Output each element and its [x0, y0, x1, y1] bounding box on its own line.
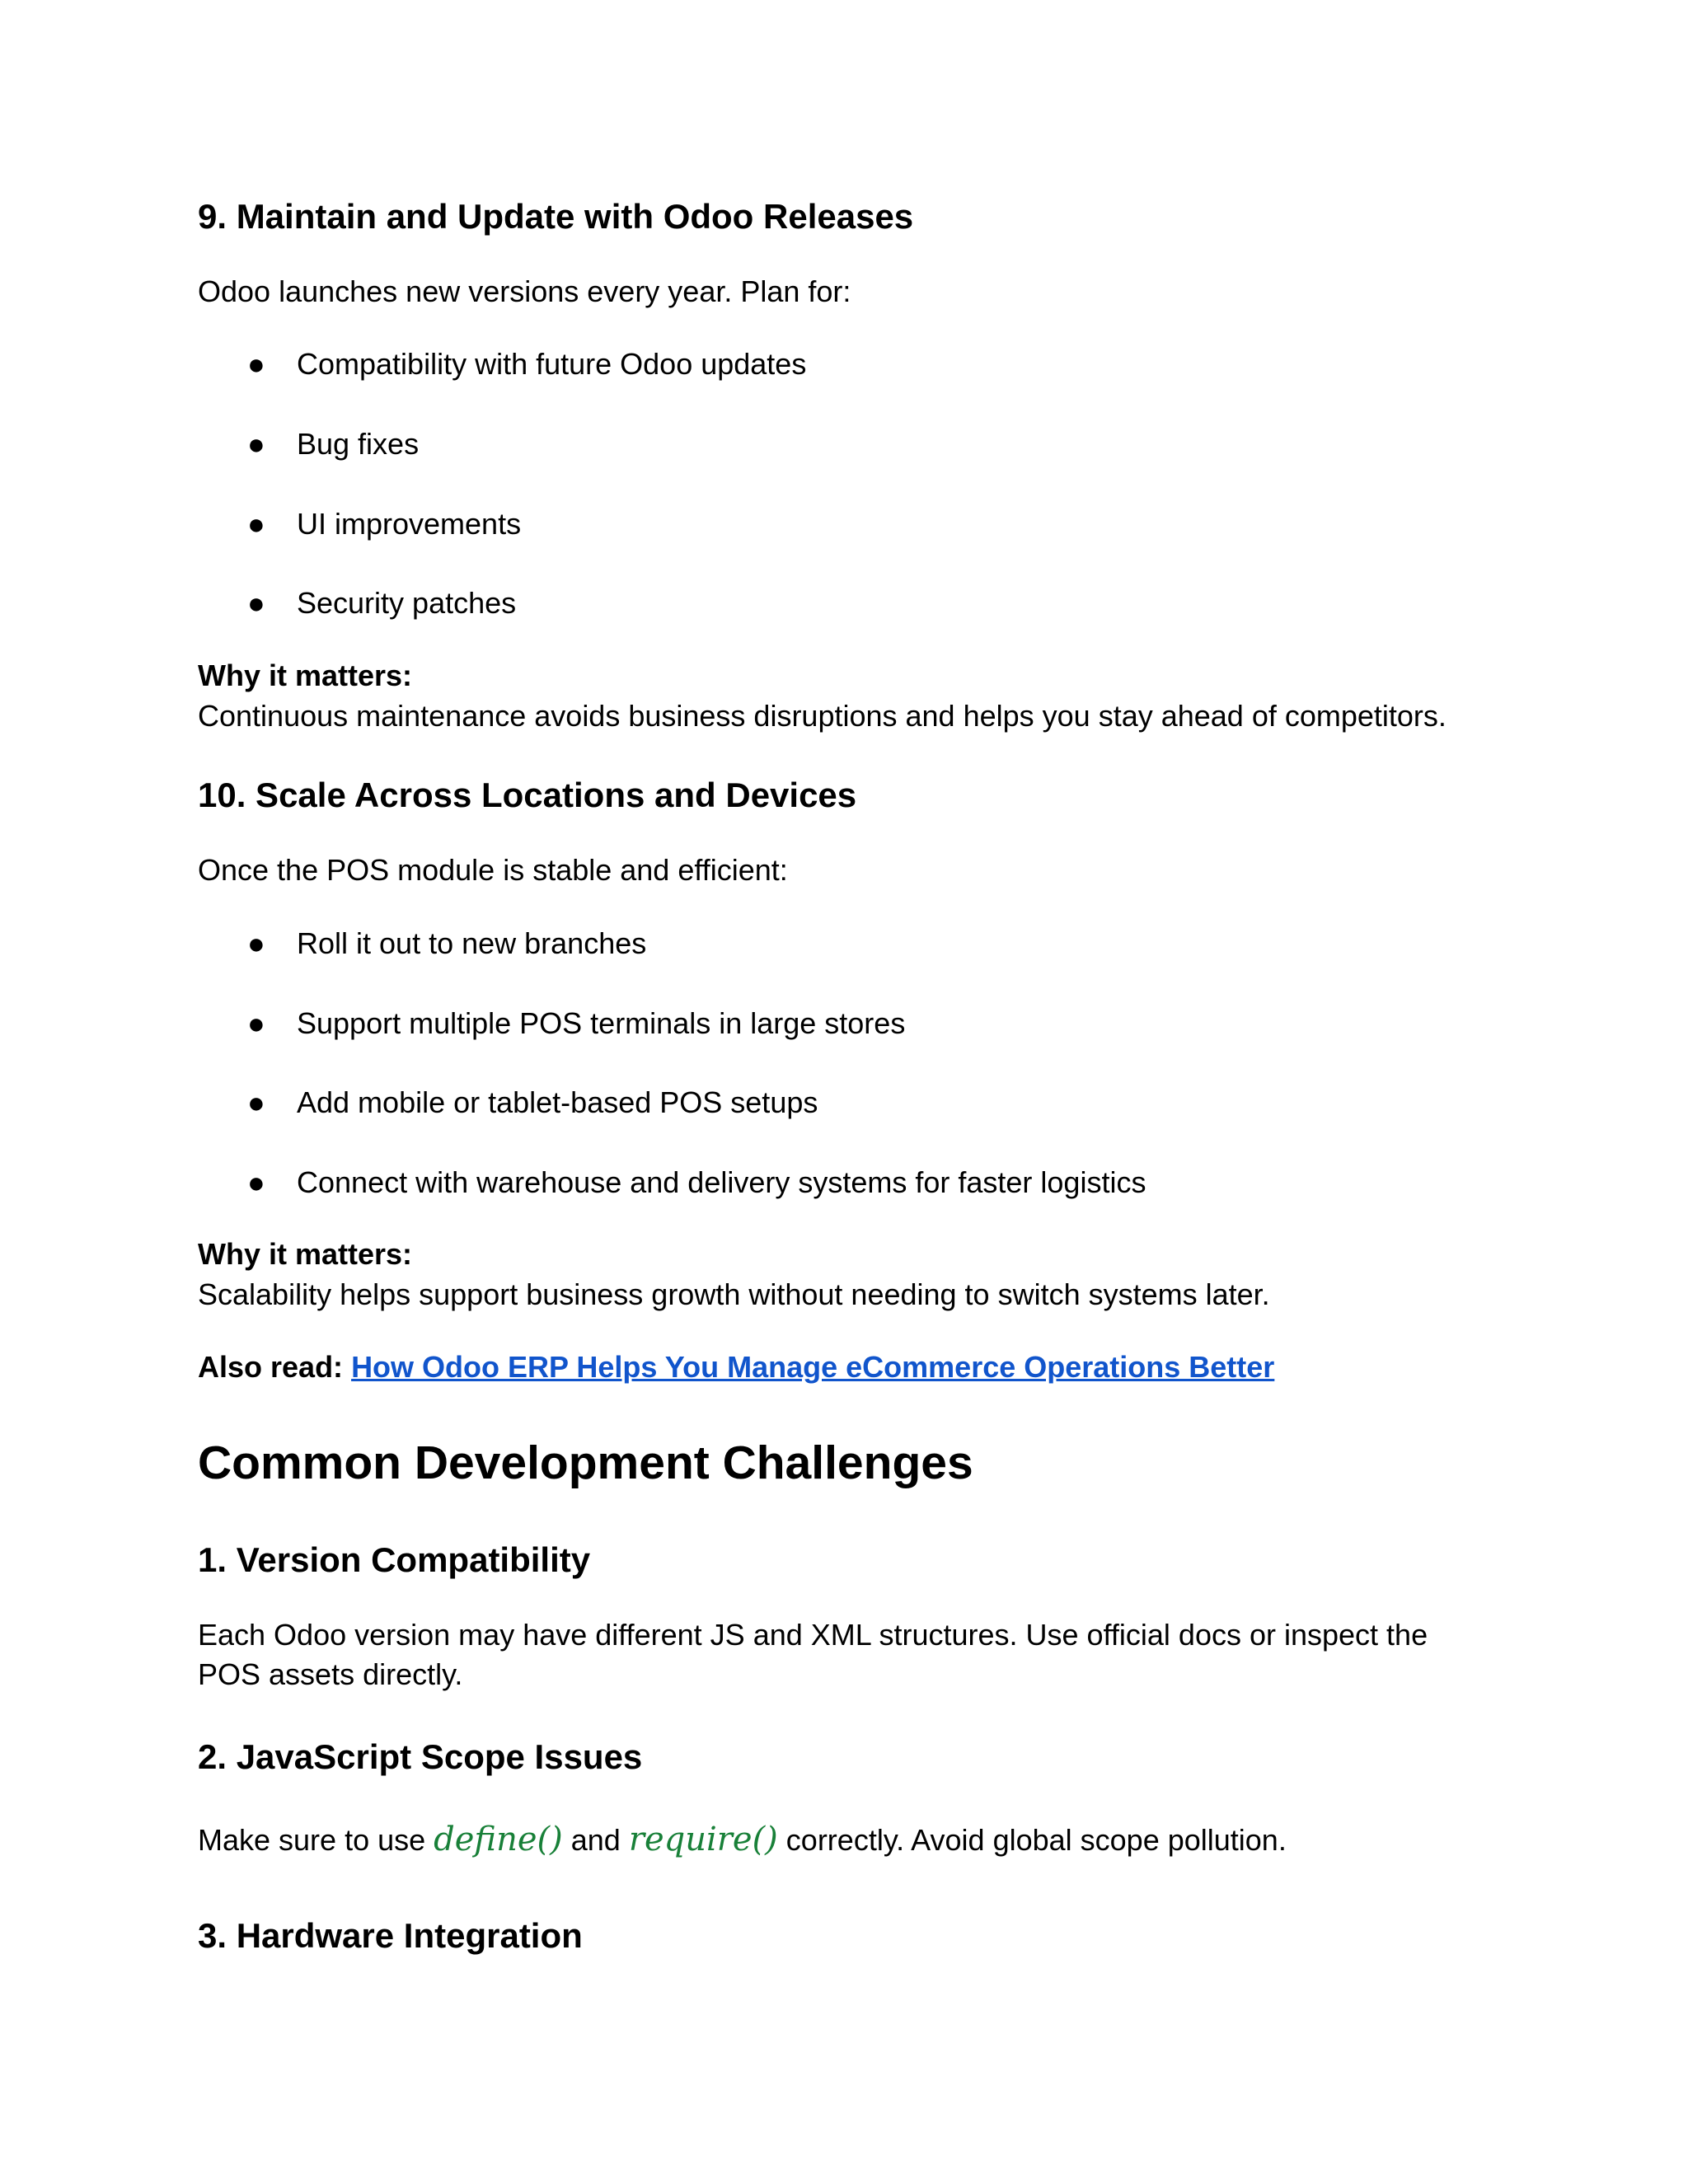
list-item — [247, 924, 646, 963]
bullet-icon: ● — [247, 1006, 265, 1040]
why-it-matters-label: Why it matters: — [198, 1237, 413, 1271]
also-read-link[interactable]: How Odoo ERP Helps You Manage eCommerce Operations Better — [351, 1350, 1275, 1384]
bullet-icon: ● — [247, 1085, 265, 1119]
bullet-icon: ● — [247, 507, 265, 541]
list-item-text: Bug fixes — [297, 427, 420, 461]
bullet-icon: ● — [247, 427, 265, 461]
bullet-icon: ● — [247, 586, 265, 620]
list-item — [247, 583, 516, 623]
list-item-text: Add mobile or tablet-based POS setups — [297, 1085, 818, 1119]
challenge-3-heading: 3. Hardware Integration — [198, 1916, 583, 1955]
section-9-heading: 9. Maintain and Update with Odoo Releases — [198, 197, 914, 236]
bullet-icon: ● — [247, 1165, 265, 1199]
challenge-2-heading: 2. JavaScript Scope Issues — [198, 1737, 643, 1776]
list-item-text: Connect with warehouse and delivery systems for faster logistics — [297, 1165, 1146, 1199]
challenge-2-text — [198, 1820, 1287, 1860]
challenge-1-text-line-2: POS assets directly. — [198, 1657, 463, 1691]
list-item — [247, 504, 521, 544]
list-item — [247, 1163, 1146, 1202]
why-it-matters-text: Scalability helps support business growth without needing to switch systems later. — [198, 1277, 1270, 1311]
section-9-intro: Odoo launches new versions every year. Plan for: — [198, 274, 851, 308]
challenge-2-text-before: Make sure to use — [198, 1823, 434, 1857]
challenge-2-text-after: correctly. Avoid global scope pollution. — [777, 1823, 1287, 1857]
section-10-heading: 10. Scale Across Locations and Devices — [198, 776, 857, 814]
list-item-text: Security patches — [297, 586, 517, 620]
list-item — [247, 1004, 905, 1043]
list-item — [247, 344, 806, 384]
challenge-1-heading: 1. Version Compatibility — [198, 1540, 591, 1579]
list-item — [247, 424, 419, 464]
list-item-text: Roll it out to new branches — [297, 926, 647, 960]
list-item — [247, 1083, 818, 1122]
also-read — [198, 1347, 1274, 1387]
bullet-icon: ● — [247, 926, 265, 960]
code-define: define() — [434, 1821, 563, 1858]
code-require: require() — [628, 1821, 778, 1858]
challenge-1-text-line-1: Each Odoo version may have different JS and XML structures. Use official docs or inspect the — [198, 1618, 1428, 1652]
list-item-text: Support multiple POS terminals in large stores — [297, 1006, 906, 1040]
challenges-heading: Common Development Challenges — [198, 1436, 973, 1489]
bullet-icon: ● — [247, 347, 265, 381]
challenge-2-text-middle: and — [562, 1823, 629, 1857]
why-it-matters-text: Continuous maintenance avoids business disruptions and helps you stay ahead of competitors. — [198, 699, 1447, 733]
list-item-text: UI improvements — [297, 507, 522, 541]
section-10-intro: Once the POS module is stable and efficient: — [198, 853, 788, 887]
also-read-label: Also read: — [198, 1350, 344, 1384]
list-item-text: Compatibility with future Odoo updates — [297, 347, 807, 381]
why-it-matters-label: Why it matters: — [198, 658, 413, 692]
